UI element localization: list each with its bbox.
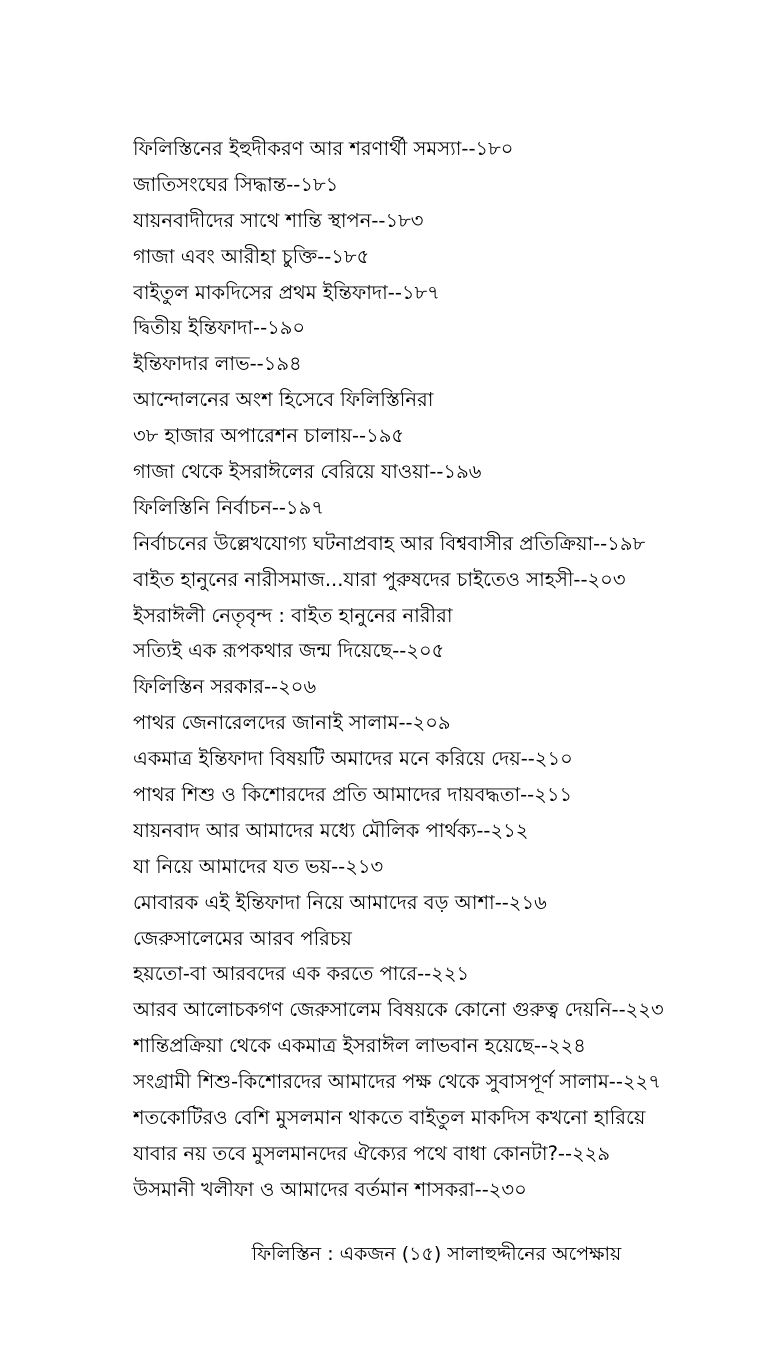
toc-line: ইসরাঈলী নেতৃবৃন্দ : বাইত হানুনের নারীরা [133, 603, 453, 627]
toc-line: জাতিসংঘের সিদ্ধান্ত--১৮১ [133, 172, 339, 196]
toc-line: শান্তিপ্রক্রিয়া থেকে একমাত্র ইসরাঈল লাভবান হয়েছে--২২৪ [133, 1034, 586, 1058]
toc-line: যাবার নয় তবে মুসলমানদের ঐক্যের পথে বাধা কোনটা?--২২৯ [133, 1141, 611, 1165]
toc-line: নির্বাচনের উল্লেখযোগ্য ঘটনাপ্রবাহ আর বিশ্ববাসীর প্রতিক্রিয়া--১৯৮ [133, 531, 646, 555]
toc-line: গাজা থেকে ইসরাঈলের বেরিয়ে যাওয়া--১৯৬ [133, 460, 482, 484]
toc-line: শতকোটিরও বেশি মুসলমান থাকতে বাইতুল মাকদিস কখনো হারিয়ে [133, 1106, 646, 1130]
toc-line: ফিলিস্তিনের ইহুদীকরণ আর শরণার্থী সমস্যা--১৮০ [133, 137, 514, 160]
toc-line: সংগ্রামী শিশু-কিশোরদের আমাদের পক্ষ থেকে সুবাসপূর্ণ সালাম--২২৭ [133, 1070, 661, 1094]
toc-line: বাইতুল মাকদিসের প্রথম ইন্তিফাদা--১৮৭ [133, 280, 440, 304]
toc-line: ফিলিস্তিনি নির্বাচন--১৯৭ [133, 495, 324, 519]
toc-line: যায়নবাদীদের সাথে শান্তি স্থাপন--১৮৩ [133, 208, 424, 232]
toc-line: ৩৮ হাজার অপারেশন চালায়--১৯৫ [133, 424, 405, 448]
toc-line: গাজা এবং আরীহা চুক্তি--১৮৫ [133, 244, 370, 268]
toc-line: যা নিয়ে আমাদের যত ভয়--২১৩ [133, 854, 384, 878]
toc-line: আরব আলোচকগণ জেরুসালেম বিষয়কে কোনো গুরুত্ব দেয়নি--২২৩ [133, 998, 664, 1022]
toc-line: পাথর জেনারেলদের জানাই সালাম--২০৯ [133, 711, 451, 735]
toc-line: পাথর শিশু ও কিশোরদের প্রতি আমাদের দায়বদ্ধতা--২১১ [133, 783, 573, 807]
toc-line: মোবারক এই ইন্তিফাদা নিয়ে আমাদের বড় আশা--২১৬ [133, 890, 547, 914]
toc-line: উসমানী খলীফা ও আমাদের বর্তমান শাসকরা--২৩০ [133, 1177, 527, 1201]
toc-line: জেরুসালেমের আরব পরিচয় [133, 926, 352, 950]
toc-line: বাইত হানুনের নারীসমাজ...যারা পুরুষদের চাইতেও সাহসী--২০৩ [133, 567, 626, 591]
footer-text: ফিলিস্তিন : একজন (১৫) সালাহুদ্দীনের অপেক্ষায় [251, 1243, 622, 1265]
toc-line: সত্যিই এক রূপকথার জন্ম দিয়েছে--২০৫ [133, 639, 445, 663]
toc-line: দ্বিতীয় ইন্তিফাদা--১৯০ [133, 316, 306, 340]
toc-line: ফিলিস্তিন সরকার--২০৬ [133, 675, 317, 699]
toc-line: আন্দোলনের অংশ হিসেবে ফিলিস্তিনিরা [133, 388, 434, 412]
toc-line: হয়তো-বা আরবদের এক করতে পারে--২২১ [133, 962, 470, 986]
page-footer [0, 1240, 783, 1272]
toc-line: একমাত্র ইন্তিফাদা বিষয়টি অমাদের মনে করিয়ে দেয়--২১০ [133, 747, 573, 771]
toc-line: যায়নবাদ আর আমাদের মধ্যে মৌলিক পার্থক্য--২১২ [133, 818, 529, 842]
table-of-contents [133, 131, 773, 1208]
toc-line: ইন্তিফাদার লাভ--১৯৪ [133, 352, 302, 376]
